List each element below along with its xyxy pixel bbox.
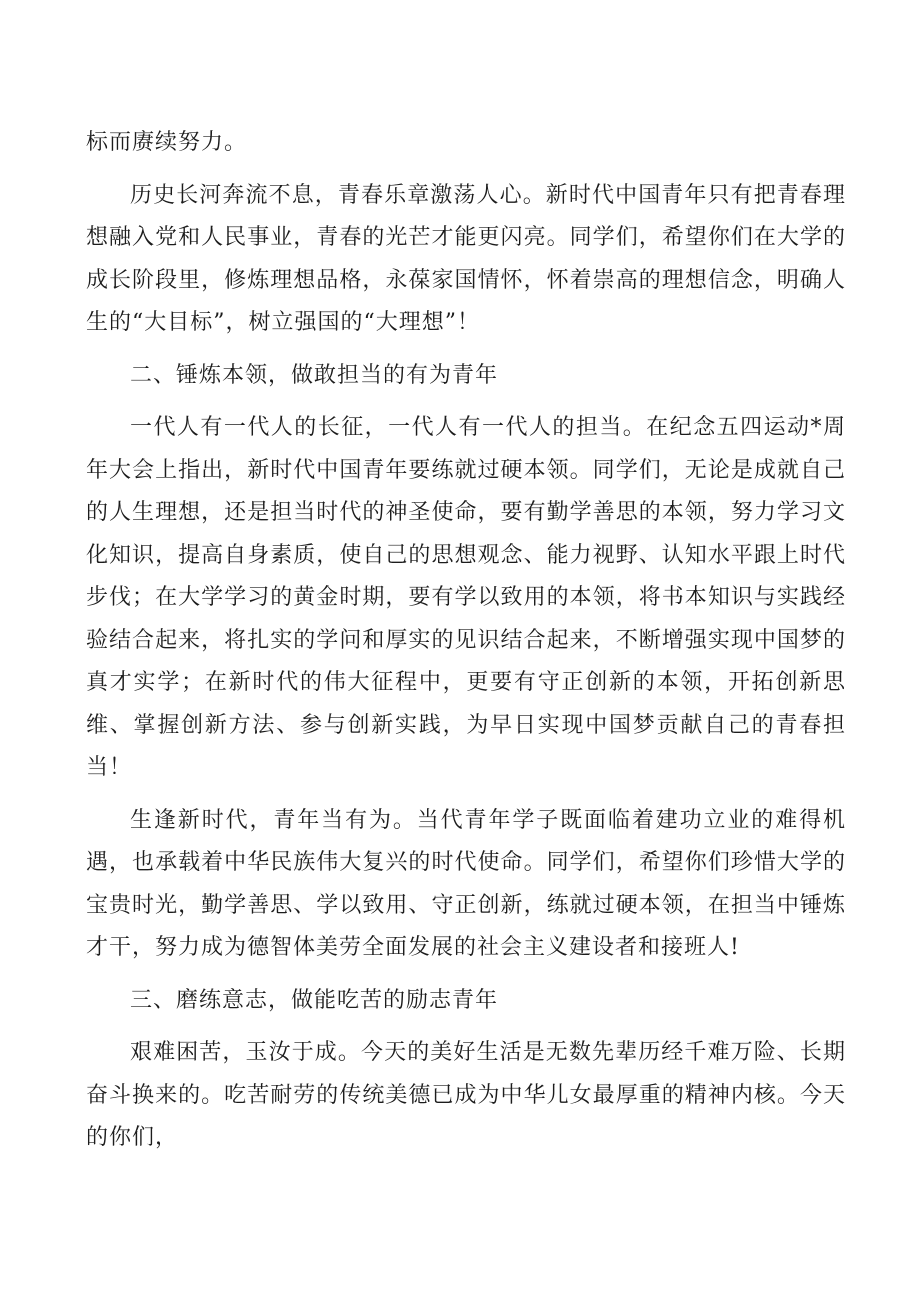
paragraph-new-era: 生逢新时代，青年当有为。当代青年学子既面临着建功立业的难得机遇，也承载着中华民族伟大复兴的时代使命。同学们，希望你们珍惜大学的宝贵时光，勤学善思、学以致用、守正创新，练就过硬本领，在担当中锤炼才干，努力成为德智体美劳全面发展的社会主义建设者和接班人! (86, 807, 846, 960)
section-heading-three: 三、磨练意志，做能吃苦的励志青年 (130, 987, 499, 1013)
paragraph-hardship: 艰难困苦，玉汝于成。今天的美好生活是无数先辈历经千难万险、长期奋斗换来的。吃苦耐劳的传统美德已成为中华儿女最厚重的精神内核。今天的你们， (86, 1040, 846, 1150)
paragraph-generation-responsibility: 一代人有一代人的长征，一代人有一代人的担当。在纪念五四运动*周年大会上指出，新时代中国青年要练就过硬本领。同学们，无论是成就自己的人生理想，还是担当时代的神圣使命，要有勤学善思的本领，努力学习文化知识，提高自身素质，使自己的思想观念、能力视野、认知水平跟上时代步伐；在大学学习的黄金时期，要有学以致用的本领，将书本知识与实践经验结合起来，将扎实的学问和厚实的见识结合起来，不断增强实现中国梦的真才实学；在新时代的伟大征程中，更要有守正创新的本领，开拓创新思维、掌握创新方法、参与创新实践，为早日实现中国梦贡献自己的青春担当！ (86, 415, 846, 780)
paragraph-youth-ideals: 历史长河奔流不息，青春乐章激荡人心。新时代中国青年只有把青春理想融入党和人民事业，青春的光芒才能更闪亮。同学们，希望你们在大学的成长阶段里，修炼理想品格，永葆家国情怀，怀着崇高的理想信念，明确人生的“大目标”，树立强国的“大理想”！ (86, 182, 846, 335)
section-heading-two: 二、锤炼本领，做敢担当的有为青年 (130, 362, 499, 388)
paragraph-continuation: 标而赓续努力。 (86, 130, 248, 155)
document-body (86, 122, 846, 1170)
